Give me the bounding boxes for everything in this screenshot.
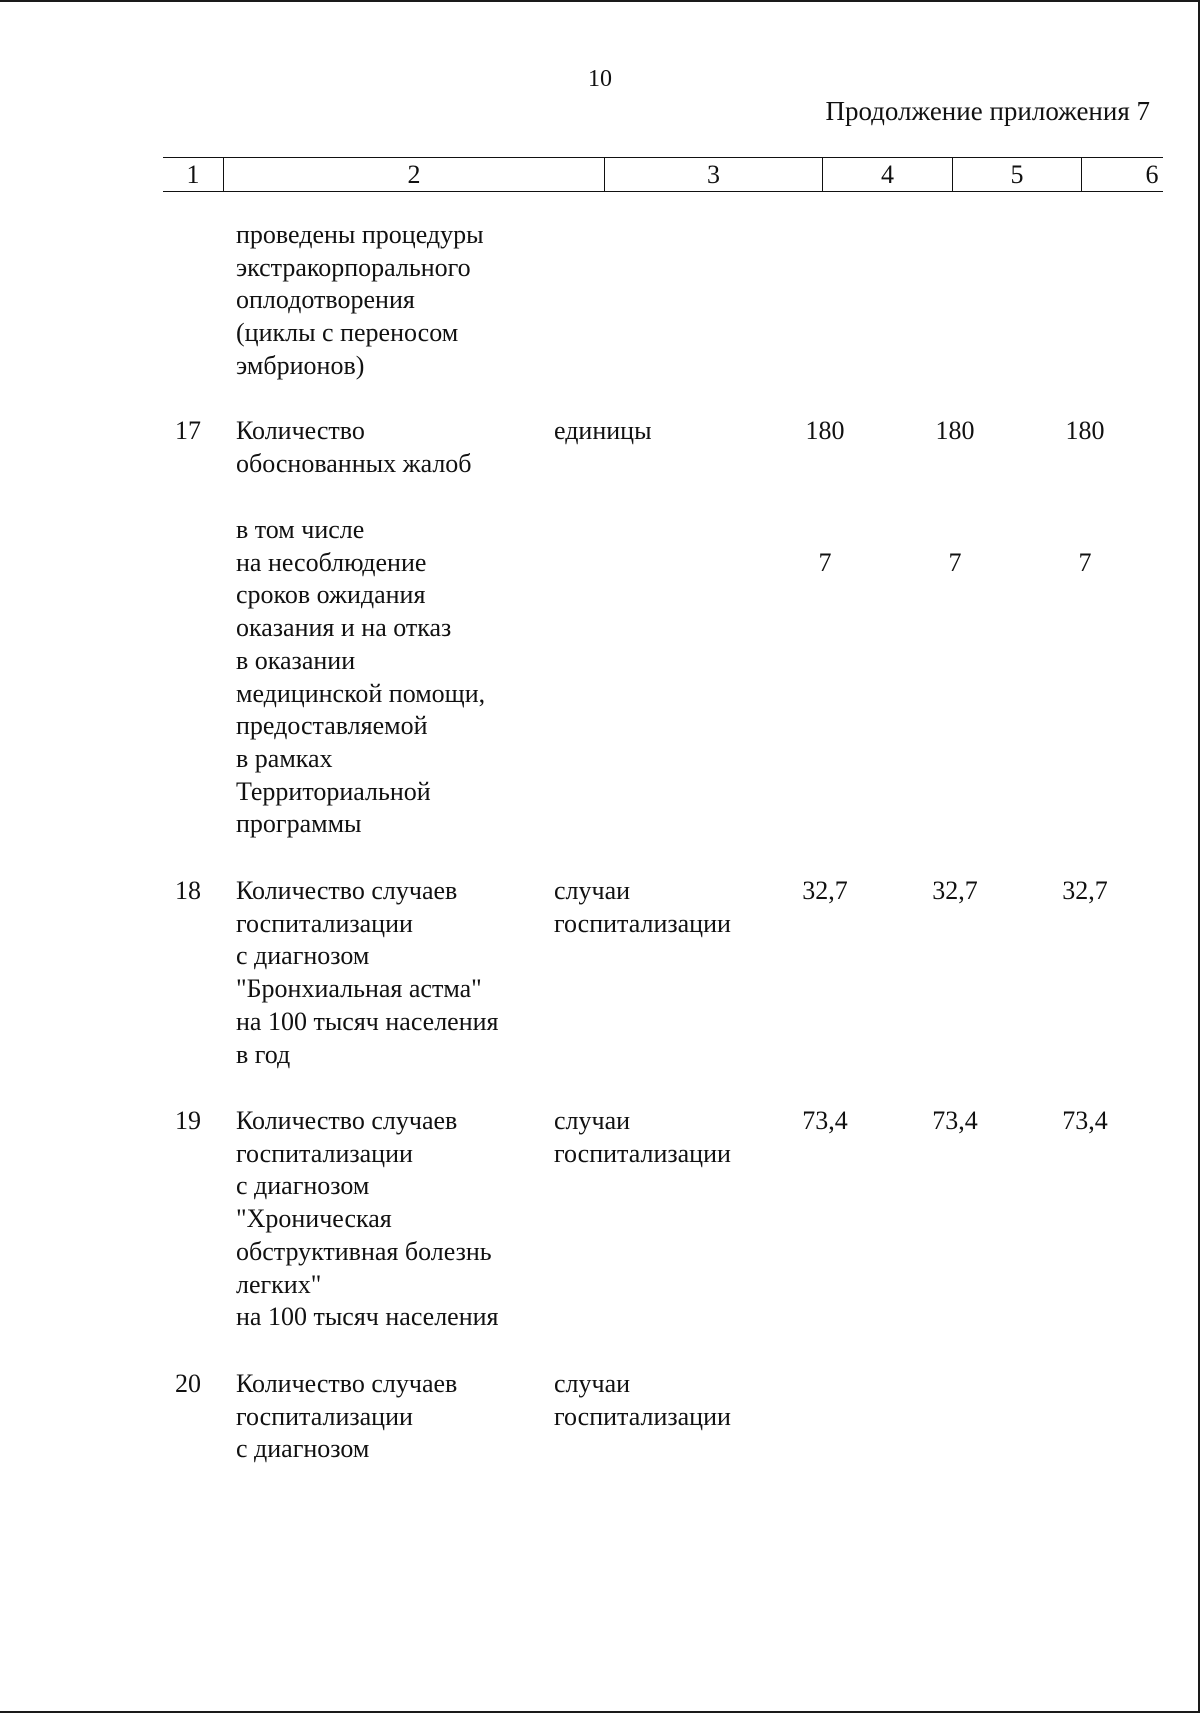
row-value-col6-18: 32,7 [1062, 876, 1108, 905]
row-value-col6-19: 73,4 [1062, 1106, 1108, 1135]
header-col-1: 1 [186, 160, 200, 189]
header-col-4: 4 [881, 160, 894, 189]
header-col-2: 2 [407, 160, 421, 189]
row-unit-19: случаи госпитализации [554, 1106, 731, 1168]
header-col-5: 5 [1010, 160, 1024, 189]
header-col-3: 3 [707, 160, 720, 189]
row-value-col5-19: 73,4 [932, 1106, 978, 1135]
header-col-6: 6 [1145, 160, 1159, 189]
row-value-col5-18: 32,7 [932, 876, 978, 905]
table-header-row [163, 157, 1163, 192]
row-value-col5-17-sub: 7 [948, 548, 962, 577]
row-number-17: 17 [175, 416, 201, 445]
row-name-19: Количество случаев госпитализации с диагнозом "Хроническая обструктивная болезнь легких" на 100 тысяч населения [236, 1106, 499, 1332]
row-value-col4-18: 32,7 [802, 876, 848, 905]
row-value-col4-17: 180 [805, 416, 845, 445]
row-value-col5-17: 180 [935, 416, 975, 445]
row-number-18: 18 [175, 876, 201, 905]
row-name-17: Количество обоснованных жалоб [236, 416, 472, 478]
row-unit-18: случаи госпитализации [554, 876, 731, 938]
row-name-continuation: проведены процедуры экстракорпорального оплодотворения (циклы с переносом эмбрионов) [236, 220, 484, 380]
row-value-col6-17-sub: 7 [1078, 548, 1092, 577]
row-name-17-sub: в том числе на несоблюдение сроков ожидания оказания и на отказ в оказании медицинской помощи, предоставляемой в рамках Территориальной программы [236, 515, 486, 839]
row-name-18: Количество случаев госпитализации с диагнозом "Бронхиальная астма" на 100 тысяч населения в год [236, 876, 499, 1069]
row-value-col4-17-sub: 7 [818, 548, 832, 577]
row-value-col4-19: 73,4 [802, 1106, 848, 1135]
row-unit-17: единицы [554, 416, 652, 445]
row-name-20: Количество случаев госпитализации с диагнозом [236, 1369, 458, 1464]
appendix-continuation-note: Продолжение приложения 7 [825, 96, 1150, 126]
scan-border-top [0, 0, 1200, 2]
row-number-20: 20 [175, 1369, 201, 1398]
row-number-19: 19 [175, 1106, 201, 1135]
row-unit-20: случаи госпитализации [554, 1369, 731, 1431]
row-value-col6-17: 180 [1065, 416, 1105, 445]
page-number: 10 [588, 66, 612, 92]
